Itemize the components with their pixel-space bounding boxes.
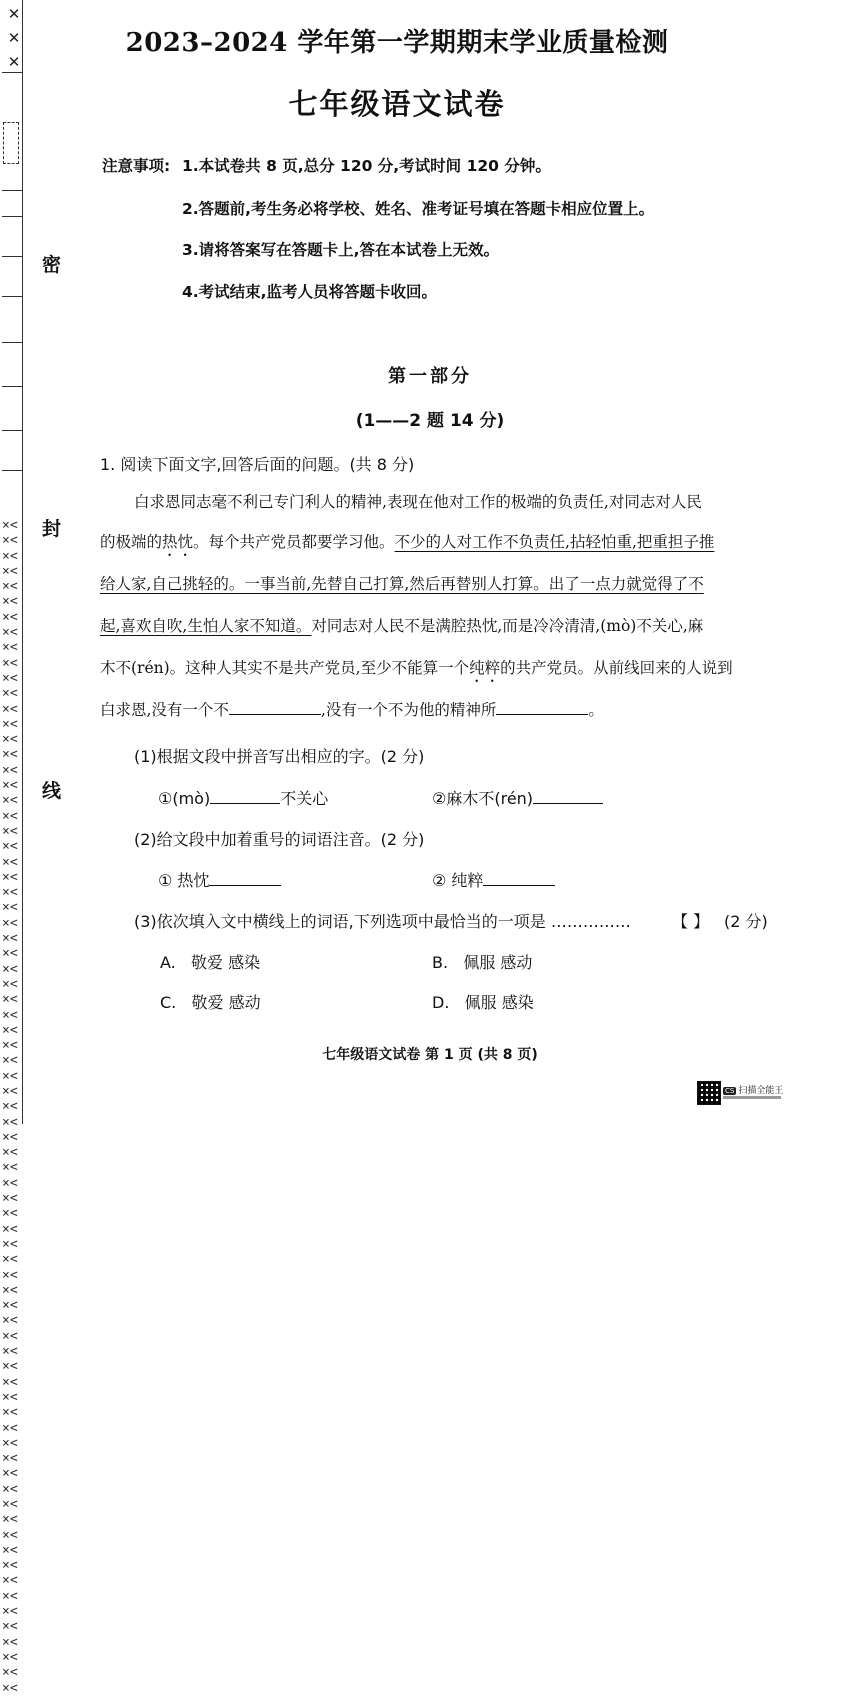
passage-text: 。每个共产党员都要学习他。 [193, 533, 395, 551]
underlined-text: 给人家,自己挑轻的。一事当前,先替自己打算,然后再替别人打算。出了一点力就觉得了不 [100, 575, 704, 593]
item-label: 不关心 [280, 789, 329, 808]
note-item-2: 2.答题前,考生务必将学校、姓名、准考证号填在答题卡相应位置上。 [182, 200, 655, 218]
cross-mark-icon: ✕ [7, 5, 21, 23]
answer-blank[interactable] [533, 789, 603, 804]
scanner-logo-icon: CS [725, 1087, 735, 1095]
passage-text: 对同志对人民不是满腔热忱,而是冷冷清清,(mò)不关心,麻 [311, 617, 704, 635]
answer-blank[interactable] [209, 871, 281, 886]
item-label: ①(mò) [158, 789, 211, 808]
question-1-heading: 1. 阅读下面文字,回答后面的问题。(共 8 分) [100, 455, 415, 474]
seal-char-xian: 线 [42, 780, 62, 802]
item-label: ② 纯粹 [432, 871, 484, 890]
option-d[interactable] [432, 990, 534, 1013]
notes-label: 注意事项: [102, 157, 171, 175]
option-letter: D. [432, 993, 450, 1012]
scanner-label: 扫描全能王 [738, 1086, 784, 1096]
answer-bracket[interactable]: 【 】 [672, 912, 710, 931]
passage-text: 白求恩,没有一个不 [100, 701, 229, 719]
passage-text: 的共产党员。从前线回来的人说到 [500, 659, 733, 677]
page-footer: 七年级语文试卷 第 1 页 (共 8 页) [322, 1047, 538, 1063]
cross-mark-icon: ✕ [7, 53, 21, 71]
subquestion-2-prompt: (2)给文段中加着重号的词语注音。(2 分) [134, 830, 425, 849]
underlined-text: 起,喜欢自吹,生怕人家不知道。 [100, 617, 312, 635]
subquestion-3-prompt: (3)依次填入文中横线上的词语,下列选项中最恰当的一项是 …………… [134, 912, 631, 931]
margin-tick [2, 342, 22, 343]
fill-blank-1[interactable] [229, 700, 321, 715]
note-item-1: 1.本试卷共 8 页,总分 120 分,考试时间 120 分钟。 [182, 157, 551, 175]
note-item-3: 3.请将答案写在答题卡上,答在本试卷上无效。 [182, 241, 500, 259]
emphasized-word-chuncui: 纯粹 [469, 659, 501, 677]
passage-text: ,没有一个不为他的精神所 [320, 701, 497, 719]
option-letter: C. [160, 993, 177, 1012]
margin-tick [2, 470, 22, 471]
passage-text: 白求恩同志毫不利己专门利人的精神,表现在他对工作的极端的负责任,对同志对人民 [134, 493, 702, 511]
margin-cross-grid: ×<×<×<×<×<×<×<×<×<×<×<×<×<×<×<×<×<×<×<×<×<×<×<×<×<×<×<×<×<×<×<×<×<×<×<×<×<×<×<×<×<×<×<×<×<×<×<×<×<×<×<×<×<×<×<×<×<×<×<×<×<×<×<×<×<×<×<×<×<×<×<×<×<×<×<×<×< [2, 518, 18, 1696]
part-range: (1——2 题 14 分) [355, 411, 505, 431]
subquestion-2-item-a [158, 868, 281, 891]
option-text: 敬爱 感动 [191, 993, 261, 1012]
qr-code-icon [697, 1081, 721, 1105]
subquestion-1-prompt: (1)根据文段中拼音写出相应的字。(2 分) [134, 747, 425, 766]
margin-tick [2, 256, 22, 257]
margin-border-line [22, 0, 23, 1124]
answer-blank[interactable] [210, 789, 280, 804]
subquestion-1-item-b [432, 786, 603, 809]
option-letter: A. [160, 953, 176, 972]
option-c[interactable] [160, 990, 261, 1013]
answer-blank[interactable] [483, 871, 555, 886]
margin-tick [2, 216, 22, 217]
paper-title: 七年级语文试卷 [288, 87, 506, 121]
option-text: 佩服 感动 [463, 953, 533, 972]
part-title: 第一部分 [388, 366, 472, 387]
fill-blank-2[interactable] [496, 700, 588, 715]
passage-line-1 [134, 484, 702, 520]
exam-title: 2023–2024 学年第一学期期末学业质量检测 [125, 28, 669, 58]
emphasized-word-rechen: 热忱 [162, 533, 194, 551]
option-a[interactable] [160, 950, 260, 973]
passage-line-3 [100, 566, 704, 602]
item-label: ②麻木不(rén) [432, 789, 534, 808]
option-b[interactable] [432, 950, 532, 973]
seal-char-mi: 密 [42, 254, 62, 276]
margin-tick [2, 72, 22, 73]
seal-char-feng: 封 [42, 518, 62, 540]
passage-line-2 [100, 524, 714, 560]
scanner-watermark [723, 1083, 783, 1096]
option-letter: B. [432, 953, 449, 972]
item-label: ① 热忱 [158, 871, 210, 890]
note-item-4: 4.考试结束,监考人员将答题卡收回。 [182, 283, 438, 301]
binding-margin [0, 0, 34, 1696]
passage-text: 木不(rén)。这种人其实不是共产党员,至少不能算一个 [100, 659, 470, 677]
cross-mark-icon: ✕ [7, 29, 21, 47]
passage-line-6 [100, 692, 604, 728]
subquestion-3-score: (2 分) [724, 912, 768, 931]
passage-text: 。 [588, 701, 604, 719]
option-text: 敬爱 感染 [191, 953, 261, 972]
subquestion-1-item-a [158, 786, 328, 809]
margin-tick [2, 190, 22, 191]
subquestion-2-item-b [432, 868, 555, 891]
passage-line-5 [100, 650, 733, 686]
scanner-subtext-bar [723, 1096, 781, 1099]
passage-line-4 [100, 608, 703, 644]
margin-tick [2, 296, 22, 297]
option-text: 佩服 感染 [464, 993, 534, 1012]
passage-text: 的极端的 [100, 533, 163, 551]
margin-dashed-box [3, 122, 19, 164]
underlined-text: 不少的人对工作不负责任,拈轻怕重,把重担子推 [394, 533, 715, 551]
